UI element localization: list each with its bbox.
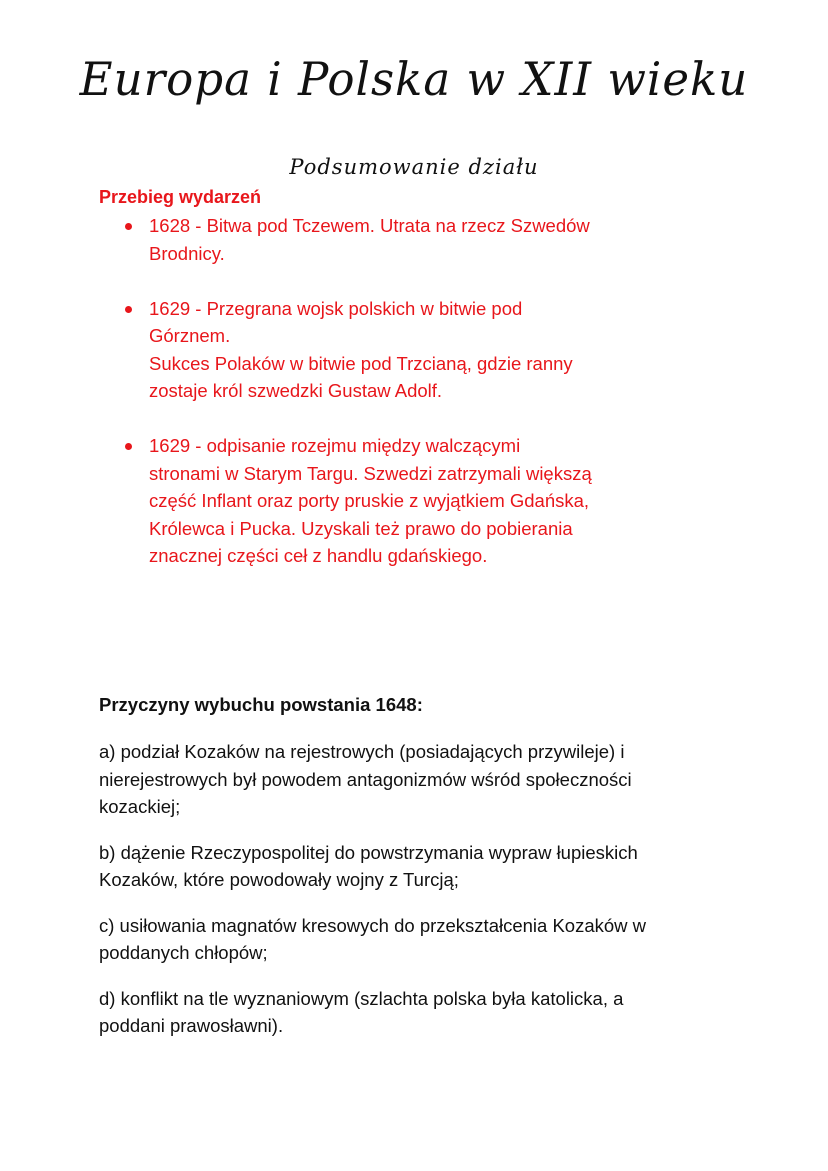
event-text-line: zostaje król szwedzki Gustaw Adolf. [149, 380, 443, 401]
cause-text-line: kozackiej; [99, 796, 181, 817]
event-text-line: część Inflant oraz porty pruskie z wyjątkiem Gdańska, [149, 490, 590, 511]
cause-text-line: poddani prawosławni). [99, 1015, 284, 1036]
event-text-line: Królewca i Pucka. Uzyskali też prawo do pobierania [149, 517, 573, 539]
cause-text-line: poddanych chłopów; [99, 942, 268, 963]
event-text-line: 1628 - Bitwa pod Tczewem. Utrata na rzecz Szwedów [149, 215, 590, 236]
events-list [99, 212, 659, 597]
cause-text-line: Kozaków, które powodowały wojny z Turcją; [99, 869, 459, 890]
cause-text-line: d) konflikt na tle wyznaniowym (szlachta polska była katolicka, a [99, 987, 624, 1009]
cause-text-line: a) podział Kozaków na rejestrowych (posiadających przywileje) i [99, 741, 625, 762]
cause-item-d [99, 985, 719, 1040]
causes-section [99, 691, 719, 1058]
cause-text-line: c) usiłowania magnatów kresowych do przekształcenia Kozaków w [99, 914, 647, 936]
bullet-icon [125, 223, 132, 230]
events-heading: Przebieg wydarzeń [99, 187, 262, 207]
cause-item-c [99, 912, 719, 967]
event-item [99, 432, 659, 570]
cause-text-line: b) dążenie Rzeczypospolitej do powstrzymania wypraw łupieskich [99, 841, 638, 863]
cause-item-a [99, 738, 719, 821]
event-item [99, 295, 659, 405]
event-text-line: Brodnicy. [149, 242, 225, 264]
event-text-line: znacznej części ceł z handlu gdańskiego. [149, 545, 488, 566]
event-text-line: Górznem. [149, 325, 231, 346]
causes-heading: Przyczyny wybuchu powstania 1648: [99, 694, 423, 715]
event-text-line: Sukces Polaków w bitwie pod Trzcianą, gdzie ranny [149, 352, 573, 374]
bullet-icon [125, 306, 132, 313]
event-text-line: 1629 - Przegrana wojsk polskich w bitwie pod [149, 297, 523, 319]
document-subtitle: Podsumowanie działu [289, 155, 539, 179]
document-title: Europa i Polska w XII wieku [79, 52, 749, 106]
cause-text-line: nierejestrowych był powodem antagonizmów wśród społeczności [99, 768, 632, 790]
event-item [99, 212, 659, 267]
event-text-line: stronami w Starym Targu. Szwedzi zatrzymali większą [149, 462, 592, 484]
bullet-icon [125, 443, 132, 450]
event-text-line: 1629 - odpisanie rozejmu między walczącymi [149, 435, 521, 456]
cause-item-b [99, 839, 719, 894]
